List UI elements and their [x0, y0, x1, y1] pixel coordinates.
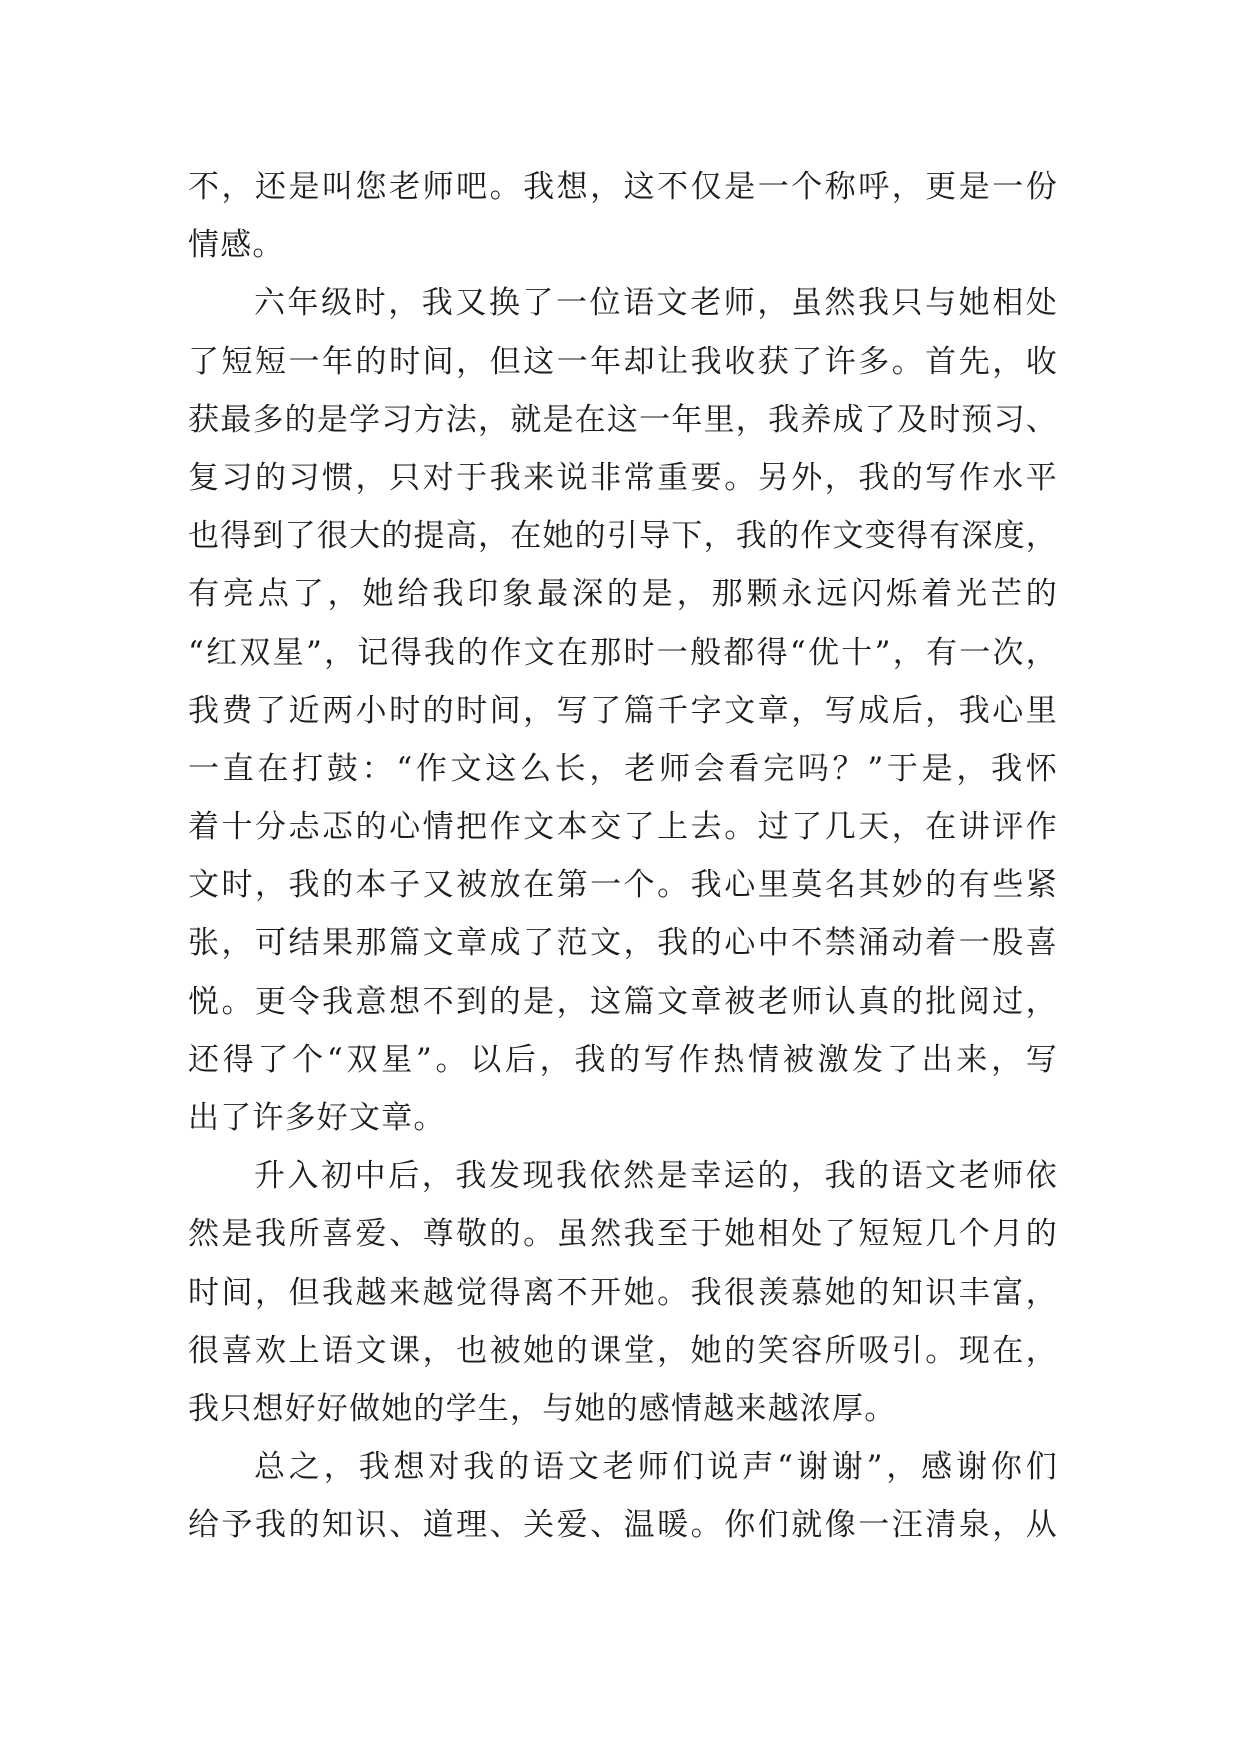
- text-line: “红双星”，记得我的作文在那时一般都得“优十”，有一次，: [188, 634, 1058, 671]
- text-line: 情感。: [188, 227, 285, 264]
- text-line: 也得到了很大的提高，在她的引导下，我的作文变得有深度，: [188, 518, 1058, 555]
- text-line: 了短短一年的时间，但这一年却让我收获了许多。首先，收: [188, 343, 1058, 380]
- text-line: 给予我的知识、道理、关爱、温暖。你们就像一汪清泉，从: [188, 1507, 1058, 1544]
- text-line: 我只想好好做她的学生，与她的感情越来越浓厚。: [188, 1390, 897, 1427]
- text-line: 着十分忐忑的心情把作文本交了上去。过了几天，在讲评作: [188, 809, 1058, 846]
- text-line: 不，还是叫您老师吧。我想，这不仅是一个称呼，更是一份: [188, 169, 1058, 205]
- text-line: 获最多的是学习方法，就是在这一年里，我养成了及时预习、: [188, 401, 1058, 438]
- text-line: 很喜欢上语文课，也被她的课堂，她的笑容所吸引。现在，: [188, 1332, 1058, 1369]
- text-line: 总之，我想对我的语文老师们说声“谢谢”，感谢你们: [254, 1449, 1058, 1486]
- text-line: 有亮点了，她给我印象最深的是，那颗永远闪烁着光芒的: [188, 576, 1058, 613]
- text-line: 悦。更令我意想不到的是，这篇文章被老师认真的批阅过，: [188, 983, 1058, 1020]
- text-line: 复习的习惯，只对于我来说非常重要。另外，我的写作水平: [188, 459, 1058, 496]
- text-line: 一直在打鼓：“作文这么长，老师会看完吗？”于是，我怀: [188, 750, 1058, 787]
- text-line: 时间，但我越来越觉得离不开她。我很羡慕她的知识丰富，: [188, 1274, 1058, 1311]
- text-line: 文时，我的本子又被放在第一个。我心里莫名其妙的有些紧: [188, 867, 1058, 904]
- text-line: 六年级时，我又换了一位语文老师，虽然我只与她相处: [254, 285, 1058, 322]
- text-line: 张，可结果那篇文章成了范文，我的心中不禁涌动着一股喜: [188, 925, 1058, 962]
- text-line: 然是我所喜爱、尊敬的。虽然我至于她相处了短短几个月的: [188, 1216, 1058, 1253]
- text-line: 出了许多好文章。: [188, 1100, 446, 1136]
- document-body-text: [188, 158, 1058, 1555]
- text-line: 还得了个“双星”。以后，我的写作热情被激发了出来，写: [188, 1041, 1058, 1078]
- text-line: 升入初中后，我发现我依然是幸运的，我的语文老师依: [254, 1158, 1058, 1195]
- text-line: 我费了近两小时的时间，写了篇千字文章，写成后，我心里: [188, 692, 1058, 729]
